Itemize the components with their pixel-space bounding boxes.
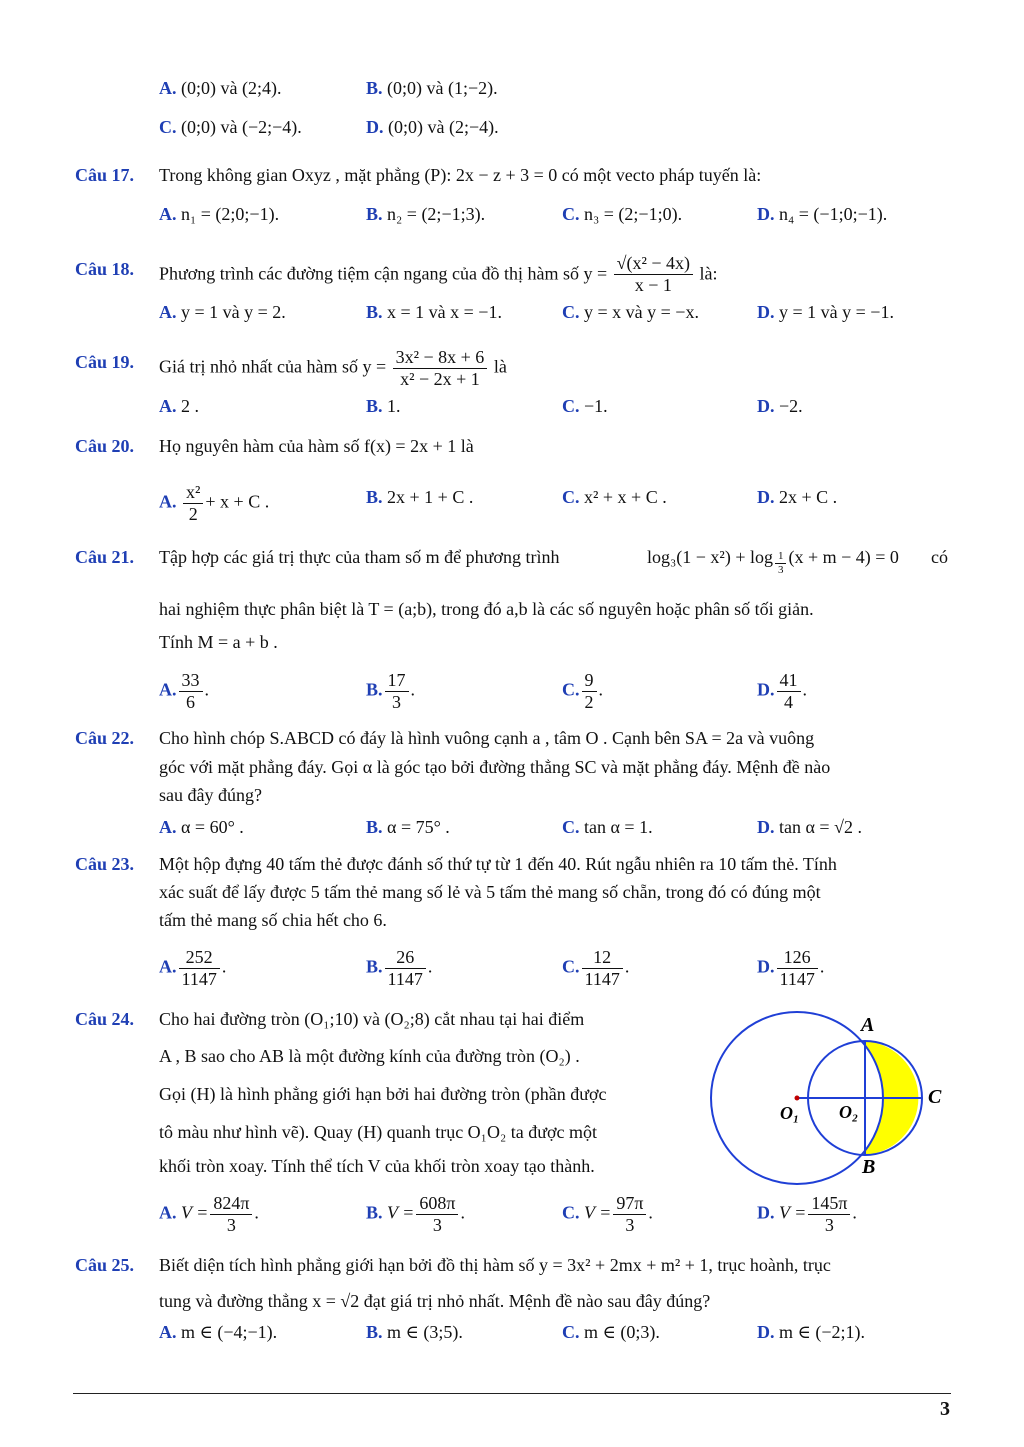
fraction: $\frac{41}{4}$ <box>777 670 801 712</box>
option[interactable]: A. 2 . <box>159 396 199 416</box>
q17-options <box>0 199 1024 229</box>
option[interactable]: B. $\frac{17}{3}$ . <box>366 670 416 712</box>
option[interactable]: C. −1. <box>562 396 608 416</box>
fraction: $\frac{97\pi}{3}$ <box>613 1193 646 1235</box>
option[interactable]: D. −2. <box>757 396 803 416</box>
question-text: Tập hợp các giá trị thực của tham số m để phương trình <box>159 547 560 567</box>
fraction: $\frac{608\pi}{3}$ <box>416 1193 458 1235</box>
fraction: $\frac{\text{√(x² − 4x)}}{x - 1}$ <box>614 253 693 295</box>
q19-options <box>0 391 1024 421</box>
option[interactable]: D. 2x + C . <box>757 487 838 507</box>
option[interactable]: A. $\frac{\text{x²}}{2}$ + x + C . <box>159 482 270 524</box>
option[interactable]: B. x = 1 và x = −1. <box>366 302 502 322</box>
option[interactable]: D. n₄ = (−1;0;−1). <box>757 204 888 224</box>
q25-options <box>0 1317 1024 1347</box>
option[interactable]: A. m ∈ (−4;−1). <box>159 1322 278 1342</box>
q24-question-line-1: Câu 24. Cho hai đường tròn (O₁;10) và (O₂;8) cắt nhau tại hai điểm <box>0 1004 1024 1034</box>
question-text: Phương trình các đường tiệm cận ngang của đồ thị hàm số y = $\frac{\text{√(x² − 4x)}}{x - 1}$ là: <box>159 253 718 295</box>
option[interactable]: C. V = $\frac{97\pi}{3}$ . <box>562 1193 653 1235</box>
fraction: $\frac{12}{1147}$ <box>582 947 623 989</box>
q20-options <box>0 482 1024 524</box>
option[interactable]: D. V = $\frac{145\pi}{3}$ . <box>757 1193 857 1235</box>
point-o1 <box>795 1096 800 1101</box>
question-label: Câu 21. <box>75 547 135 567</box>
q22-question-line-1: Câu 22. Cho hình chóp S.ABCD có đáy là hình vuông cạnh a , tâm O . Cạnh bên SA = 2a và vuông <box>0 723 1024 753</box>
q24-question-line-2: A , B sao cho AB là một đường kính của đường tròn (O₂) . <box>159 1046 580 1066</box>
q24-question-line-3: Gọi (H) là hình phẳng giới hạn bởi hai đường tròn (phần được <box>159 1084 607 1104</box>
option[interactable]: B. 2x + 1 + C . <box>366 487 474 507</box>
label-o2: O₂ <box>839 1102 859 1122</box>
question-text: Giá trị nhỏ nhất của hàm số y = $\frac{\text{3x² − 8x + 6}}{\text{x² − 2x + 1}}$ là <box>159 347 507 389</box>
q24-question-line-4: tô màu như hình vẽ). Quay (H) quanh trục O₁O₂ ta được một <box>159 1122 597 1142</box>
option[interactable]: B. n₂ = (2;−1;3). <box>366 204 486 224</box>
q21-question-line-1: Câu 21. Tập hợp các giá trị thực của tham số m để phương trình log₃(1 − x²) + log $\frac{1}{3}$ (x + m − 4) = 0 có <box>0 542 1024 572</box>
q17-question <box>0 160 1024 190</box>
q24-question-line-5: khối tròn xoay. Tính thể tích V của khối tròn xoay tạo thành. <box>159 1156 595 1176</box>
option[interactable]: A. V = $\frac{824\pi}{3}$ . <box>159 1193 259 1235</box>
option[interactable]: B. m ∈ (3;5). <box>366 1322 463 1342</box>
q21-question-line-3: Tính M = a + b . <box>159 632 278 652</box>
fraction: $\frac{33}{6}$ <box>179 670 203 712</box>
option[interactable]: D. tan α = √2 . <box>757 817 862 837</box>
q23-question-line-1: Câu 23. Một hộp đựng 40 tấm thẻ được đánh số thứ tự từ 1 đến 40. Rút ngẫu nhiên ra 10 tấm thẻ. Tính <box>0 849 1024 879</box>
fraction: $\frac{145\pi}{3}$ <box>808 1193 850 1235</box>
q23-options <box>0 947 1024 989</box>
question-label: Câu 24. <box>75 1009 135 1029</box>
option[interactable]: C. $\frac{9}{2}$ . <box>562 670 603 712</box>
q22-question-line-3: sau đây đúng? <box>159 785 262 805</box>
footer-rule <box>73 1393 951 1394</box>
question-text: Họ nguyên hàm của hàm số f(x) = 2x + 1 là <box>159 436 474 456</box>
q24-options <box>0 1193 1024 1235</box>
q25-question-line-1: Câu 25. Biết diện tích hình phẳng giới hạn bởi đồ thị hàm số y = 3x² + 2mx + m² + 1, trục hoành, trục <box>0 1250 1024 1280</box>
label-o1: O₁ <box>780 1103 800 1123</box>
question-label: Câu 22. <box>75 728 135 748</box>
q16-options-row-1 <box>0 73 1024 103</box>
fraction: $\frac{17}{3}$ <box>385 670 409 712</box>
question-label: Câu 23. <box>75 854 135 874</box>
q22-question-line-2: góc với mặt phẳng đáy. Gọi α là góc tạo bởi đường thẳng SC và mặt phẳng đáy. Mệnh đề nào <box>159 757 831 777</box>
option[interactable]: B. V = $\frac{608\pi}{3}$ . <box>366 1193 465 1235</box>
question-label: Câu 20. <box>75 436 135 456</box>
option[interactable]: A. α = 60° . <box>159 817 244 837</box>
question-label: Câu 25. <box>75 1255 135 1275</box>
q21-question-line-2: hai nghiệm thực phân biệt là T = (a;b), trong đó a,b là các số nguyên hoặc phân số tối giản. <box>159 599 814 619</box>
q21-options <box>0 670 1024 712</box>
option[interactable]: A. n₁ = (2;0;−1). <box>159 204 280 224</box>
fraction: $\frac{\text{x²}}{2}$ <box>183 482 203 524</box>
page-number: 3 <box>940 1398 950 1420</box>
q23-question-line-2: xác suất để lấy được 5 tấm thẻ mang số lẻ và 5 tấm thẻ mang số chẵn, trong đó có đúng một <box>159 882 821 902</box>
option[interactable]: C. n₃ = (2;−1;0). <box>562 204 683 224</box>
option[interactable]: B. 1. <box>366 396 401 416</box>
question-label: Câu 19. <box>75 352 135 372</box>
option[interactable]: A. y = 1 và y = 2. <box>159 302 286 322</box>
q19-question <box>0 347 1024 389</box>
option[interactable]: C. $\frac{12}{1147}$ . <box>562 947 630 989</box>
fraction: $\frac{26}{1147}$ <box>385 947 426 989</box>
option[interactable]: D. $\frac{41}{4}$ . <box>757 670 807 712</box>
option[interactable]: D. (0;0) và (2;−4). <box>366 117 499 137</box>
q24-figure <box>700 998 960 1188</box>
q20-question <box>0 431 1024 461</box>
label-c: C <box>928 1086 942 1108</box>
option[interactable]: C. x² + x + C . <box>562 487 667 507</box>
q16-options-row-2 <box>0 112 1024 142</box>
fraction: $\frac{824\pi}{3}$ <box>210 1193 252 1235</box>
q18-options <box>0 297 1024 327</box>
equation: log₃(1 − x²) + log $\frac{1}{3}$ (x + m − 4) = 0 <box>647 547 899 576</box>
q22-options <box>0 812 1024 842</box>
option[interactable]: C. m ∈ (0;3). <box>562 1322 660 1342</box>
option[interactable]: A. $\frac{33}{6}$ . <box>159 670 209 712</box>
option[interactable]: D. y = 1 và y = −1. <box>757 302 894 322</box>
option[interactable]: B. (0;0) và (1;−2). <box>366 78 498 98</box>
question-text: Trong không gian Oxyz , mặt phẳng (P): 2x − z + 3 = 0 có một vecto pháp tuyến là: <box>159 165 762 185</box>
fraction: $\frac{252}{1147}$ <box>179 947 220 989</box>
fraction: $\frac{126}{1147}$ <box>777 947 818 989</box>
label-b: B <box>862 1156 876 1178</box>
question-label: Câu 18. <box>75 259 135 279</box>
option[interactable]: B. $\frac{26}{1147}$ . <box>366 947 433 989</box>
option[interactable]: D. $\frac{126}{1147}$ . <box>757 947 825 989</box>
q23-question-line-3: tấm thẻ mang số chia hết cho 6. <box>159 910 387 930</box>
q18-question <box>0 253 1024 295</box>
option[interactable]: C. (0;0) và (−2;−4). <box>159 117 302 137</box>
q25-question-line-2: tung và đường thẳng x = √2 đạt giá trị nhỏ nhất. Mệnh đề nào sau đây đúng? <box>159 1291 711 1311</box>
option[interactable]: A. (0;0) và (2;4). <box>159 78 282 98</box>
option[interactable]: C. tan α = 1. <box>562 817 653 837</box>
option[interactable]: A. $\frac{252}{1147}$ . <box>159 947 227 989</box>
fraction: $\frac{\text{3x² − 8x + 6}}{\text{x² − 2x + 1}}$ <box>393 347 488 389</box>
option[interactable]: C. y = x và y = −x. <box>562 302 699 322</box>
label-a: A <box>861 1014 875 1036</box>
option[interactable]: B. α = 75° . <box>366 817 450 837</box>
option[interactable]: D. m ∈ (−2;1). <box>757 1322 865 1342</box>
question-label: Câu 17. <box>75 165 135 185</box>
fraction: $\frac{9}{2}$ <box>582 670 597 712</box>
log-base: $\frac{1}{3}$ <box>775 550 787 576</box>
